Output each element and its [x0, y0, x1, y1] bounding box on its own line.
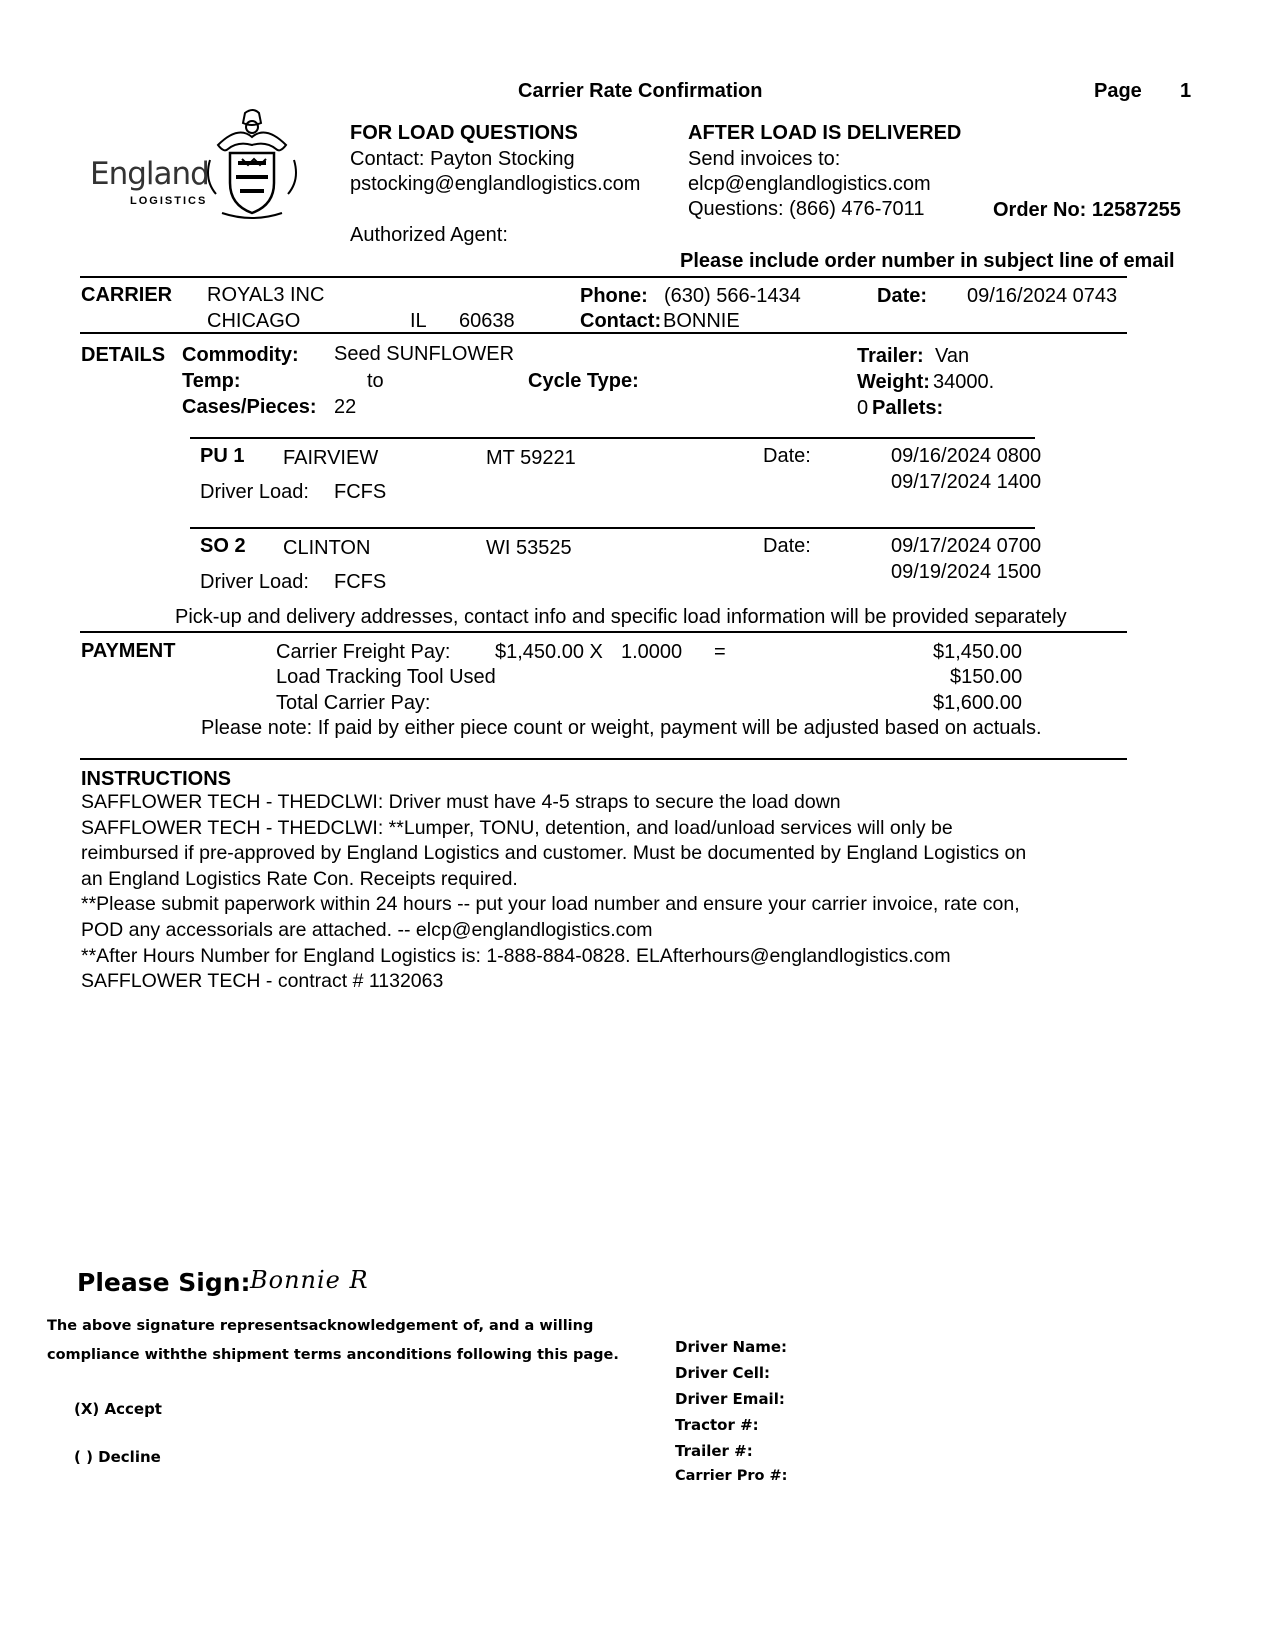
- logo-name: England: [90, 156, 209, 192]
- stop-city: CLINTON: [283, 537, 371, 559]
- decline-option[interactable]: ( ) Decline: [74, 1448, 161, 1466]
- pallets-label: Pallets:: [872, 397, 944, 419]
- load-questions-email[interactable]: pstocking@englandlogistics.com: [350, 173, 641, 195]
- accept-option[interactable]: (X) Accept: [74, 1400, 162, 1418]
- divider: [80, 758, 1127, 760]
- stop-divider: [190, 527, 1035, 529]
- send-invoices: Send invoices to:: [688, 148, 841, 170]
- order-number: Order No: 12587255: [993, 199, 1181, 221]
- freight-total: $1,450.00: [933, 641, 1022, 663]
- details-label: DETAILS: [81, 344, 166, 366]
- instruction-line: POD any accessorials are attached. -- elcp@englandlogistics.com: [81, 918, 653, 941]
- authorized-agent: Authorized Agent:: [350, 224, 508, 246]
- stop-state-zip: MT 59221: [486, 447, 576, 469]
- stop-date-end: 09/19/2024 1500: [891, 561, 1042, 583]
- questions-phone: Questions: (866) 476-7011: [688, 198, 925, 220]
- freight-pay-label: Carrier Freight Pay:: [276, 641, 451, 663]
- driver-load-value: FCFS: [334, 571, 387, 593]
- stop-divider: [190, 437, 1035, 439]
- trailer-value: Van: [935, 345, 970, 367]
- carrier-label: CARRIER: [81, 284, 173, 306]
- divider: [80, 276, 1127, 278]
- total-pay-amount: $1,600.00: [933, 692, 1022, 714]
- instruction-line: an England Logistics Rate Con. Receipts required.: [81, 867, 518, 890]
- carrier-date: 09/16/2024 0743: [967, 285, 1118, 307]
- stop-date-end: 09/17/2024 1400: [891, 471, 1042, 493]
- divider: [80, 332, 1127, 334]
- instruction-line: SAFFLOWER TECH - THEDCLWI: **Lumper, TONU, detention, and load/unload services will only be: [81, 816, 953, 839]
- cycle-type-label: Cycle Type:: [528, 370, 639, 392]
- total-pay-label: Total Carrier Pay:: [276, 692, 431, 714]
- carrier-date-label: Date:: [877, 285, 928, 307]
- cases-label: Cases/Pieces:: [182, 396, 317, 418]
- load-questions-contact: Contact: Payton Stocking: [350, 148, 575, 170]
- commodity-label: Commodity:: [182, 344, 299, 366]
- driver-name-field: Driver Name:: [675, 1338, 788, 1356]
- driver-email-field: Driver Email:: [675, 1390, 785, 1408]
- order-email-note: Please include order number in subject line of email: [680, 250, 1175, 272]
- temp-label: Temp:: [182, 370, 241, 392]
- stop-state-zip: WI 53525: [486, 537, 572, 559]
- load-questions-heading: FOR LOAD QUESTIONS: [350, 122, 578, 144]
- payment-label: PAYMENT: [81, 640, 176, 662]
- carrier-pro-field: Carrier Pro #:: [675, 1468, 788, 1484]
- stop-date-label: Date:: [763, 535, 811, 557]
- stop-date-start: 09/17/2024 0700: [891, 535, 1042, 557]
- stop-city: FAIRVIEW: [283, 447, 379, 469]
- carrier-city: CHICAGO: [207, 310, 301, 332]
- carrier-state: IL: [410, 310, 427, 332]
- carrier-name: ROYAL3 INC: [207, 284, 325, 306]
- acknowledgement-line-1: The above signature representsacknowledgement of, and a willing: [47, 1318, 594, 1334]
- driver-load-value: FCFS: [334, 481, 387, 503]
- tractor-number-field: Tractor #:: [675, 1416, 759, 1434]
- page-label: Page: [1094, 80, 1142, 102]
- contact-label: Contact:: [580, 310, 662, 332]
- pallets-count: 0: [857, 397, 869, 419]
- driver-load-label: Driver Load:: [200, 571, 309, 593]
- instruction-line: SAFFLOWER TECH - THEDCLWI: Driver must have 4-5 straps to secure the load down: [81, 791, 841, 813]
- instruction-line: SAFFLOWER TECH - contract # 1132063: [81, 970, 444, 993]
- weight-value: 34000.: [933, 371, 995, 393]
- carrier-contact: BONNIE: [663, 310, 740, 332]
- freight-quantity: 1.0000: [621, 641, 683, 663]
- tracking-label: Load Tracking Tool Used: [276, 666, 496, 688]
- signature-value[interactable]: Bonnie R: [250, 1266, 369, 1294]
- instructions-heading: INSTRUCTIONS: [81, 768, 231, 790]
- england-logo: [90, 105, 300, 230]
- stops-note: Pick-up and delivery addresses, contact info and specific load information will be provided separately: [175, 606, 1067, 628]
- invoice-email[interactable]: elcp@englandlogistics.com: [688, 173, 931, 195]
- phone-label: Phone:: [580, 285, 648, 307]
- instruction-line: reimbursed if pre-approved by England Logistics and customer. Must be documented by England Logistics on: [81, 842, 1027, 865]
- stop-code: SO 2: [200, 535, 246, 557]
- trailer-number-field: Trailer #:: [675, 1442, 753, 1460]
- weight-label: Weight:: [857, 371, 930, 393]
- logo-sub: LOGISTICS: [130, 195, 208, 207]
- equals-sign: =: [714, 641, 726, 663]
- freight-rate: $1,450.00 X: [495, 641, 603, 663]
- tracking-amount: $150.00: [950, 666, 1023, 688]
- instructions-body: [81, 790, 1161, 995]
- stop-date-label: Date:: [763, 445, 811, 467]
- please-sign-label: Please Sign:: [77, 1268, 251, 1297]
- payment-note: Please note: If paid by either piece count or weight, payment will be adjusted based on actuals.: [201, 717, 1042, 739]
- instruction-line: **After Hours Number for England Logistics is: 1-888-884-0828. ELAfterhours@englandlogistics.com: [81, 944, 951, 967]
- page-title: Carrier Rate Confirmation: [518, 80, 763, 102]
- trailer-label: Trailer:: [857, 345, 924, 367]
- carrier-zip: 60638: [459, 310, 515, 332]
- instruction-line: **Please submit paperwork within 24 hours -- put your load number and ensure your carrier invoice, rate con,: [81, 893, 1020, 916]
- page-number: 1: [1180, 80, 1192, 102]
- cases-value: 22: [334, 396, 357, 418]
- after-delivered-heading: AFTER LOAD IS DELIVERED: [688, 122, 962, 144]
- acknowledgement-line-2: compliance withthe shipment terms anconditions following this page.: [47, 1347, 619, 1363]
- stop-date-start: 09/16/2024 0800: [891, 445, 1042, 467]
- temp-to: to: [367, 370, 384, 392]
- driver-cell-field: Driver Cell:: [675, 1364, 771, 1382]
- commodity-value: Seed SUNFLOWER: [334, 343, 515, 365]
- carrier-phone: (630) 566-1434: [664, 285, 801, 307]
- stop-code: PU 1: [200, 445, 245, 467]
- divider: [80, 631, 1127, 633]
- driver-load-label: Driver Load:: [200, 481, 309, 503]
